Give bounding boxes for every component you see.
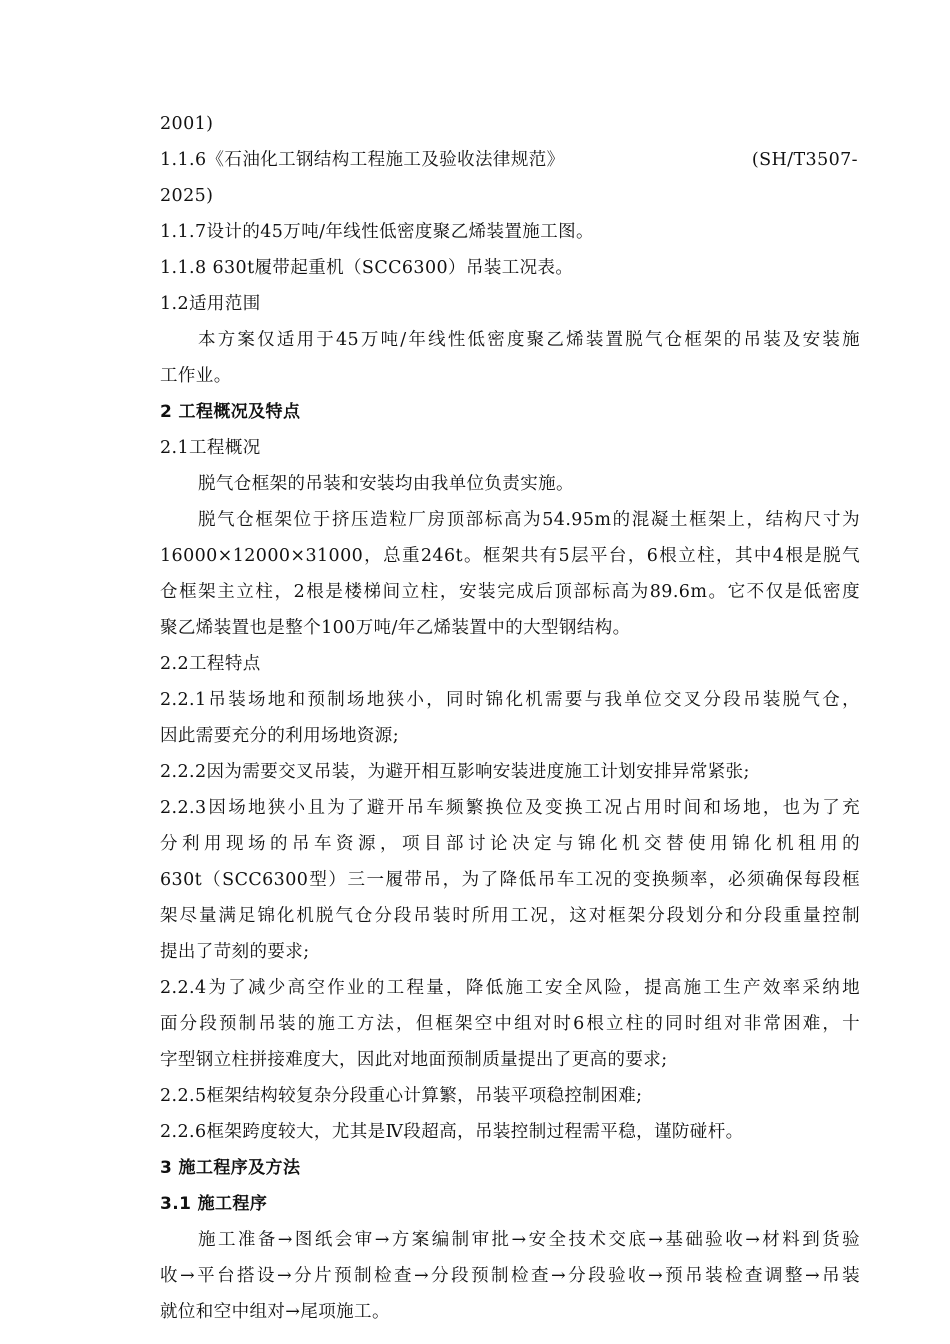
feature-2-2-1-line: 2.2.1吊装场地和预制场地狭小，同时锦化机需要与我单位交叉分段吊装脱气仓， [160,690,860,710]
ref-1-1-6-title: 1.1.6《石油化工钢结构工程施工及验收法律规范》 [160,150,565,170]
section-3-heading: 3 施工程序及方法 [160,1158,301,1178]
feature-2-2-4-line: 字型钢立柱拼接难度大，因此对地面预制质量提出了更高的要求; [160,1050,668,1070]
ref-continuation-2025: 2025) [160,186,214,206]
feature-2-2-4-line: 2.2.4为了减少高空作业的工程量，降低施工安全风险，提高施工生产效率采纳地 [160,978,860,998]
feature-2-2-2: 2.2.2因为需要交叉吊装，为避开相互影响安装进度施工计划安排异常紧张; [160,762,750,782]
procedure-paragraph-line: 就位和空中组对→尾项施工。 [160,1302,390,1322]
overview-paragraph-line: 聚乙烯装置也是整个100万吨/年乙烯装置中的大型钢结构。 [160,618,631,638]
ref-continuation-2001: 2001) [160,114,214,134]
procedure-paragraph-line: 施工准备→图纸会审→方案编制审批→安全技术交底→基础验收→材料到货验 [198,1230,860,1250]
feature-2-2-3-line: 分利用现场的吊车资源，项目部讨论决定与锦化机交替使用锦化机租用的 [160,834,860,854]
scope-paragraph-line: 工作业。 [160,366,232,386]
ref-1-1-8: 1.1.8 630t履带起重机（SCC6300）吊装工况表。 [160,258,574,278]
feature-2-2-5: 2.2.5框架结构较复杂分段重心计算繁，吊装平项稳控制困难; [160,1086,643,1106]
scope-paragraph-line: 本方案仅适用于45万吨/年线性低密度聚乙烯装置脱气仓框架的吊装及安装施 [198,330,860,350]
feature-2-2-4-line: 面分段预制吊装的施工方法，但框架空中组对时6根立柱的同时组对非常困难，十 [160,1014,860,1034]
overview-paragraph-line: 脱气仓框架的吊装和安装均由我单位负责实施。 [198,474,574,494]
overview-paragraph-line: 仓框架主立柱，2根是楼梯间立柱，安装完成后顶部标高为89.6m。它不仅是低密度 [160,582,860,602]
section-1-2-title: 1.2适用范围 [160,294,261,314]
feature-2-2-3-line: 630t（SCC6300型）三一履带吊，为了降低吊车工况的变换频率，必须确保每段框 [160,870,860,890]
ref-1-1-6 [160,142,860,178]
feature-2-2-3-line: 2.2.3因场地狭小且为了避开吊车频繁换位及变换工况占用时间和场地，也为了充 [160,798,860,818]
feature-2-2-3-line: 提出了苛刻的要求; [160,942,310,962]
ref-1-1-6-code: (SH/T3507- [751,150,858,170]
procedure-paragraph-line: 收→平台搭设→分片预制检查→分段预制检查→分段验收→预吊装检查调整→吊装 [160,1266,860,1286]
section-2-2-title: 2.2工程特点 [160,654,261,674]
overview-paragraph-line: 16000×12000×31000，总重246t。框架共有5层平台，6根立柱，其中4根是脱气 [160,546,860,566]
overview-paragraph-line: 脱气仓框架位于挤压造粒厂房顶部标高为54.95m的混凝土框架上，结构尺寸为 [198,510,860,530]
feature-2-2-1-line: 因此需要充分的利用场地资源; [160,726,399,746]
section-2-heading: 2 工程概况及特点 [160,402,301,422]
section-2-1-title: 2.1工程概况 [160,438,261,458]
feature-2-2-6: 2.2.6框架跨度较大，尤其是Ⅳ段超高，吊装控制过程需平稳，谨防碰杆。 [160,1122,744,1142]
ref-1-1-7: 1.1.7设计的45万吨/年线性低密度聚乙烯装置施工图。 [160,222,594,242]
section-3-1-heading: 3.1 施工程序 [160,1194,268,1214]
feature-2-2-3-line: 架尽量满足锦化机脱气仓分段吊装时所用工况，这对框架分段划分和分段重量控制 [160,906,860,926]
